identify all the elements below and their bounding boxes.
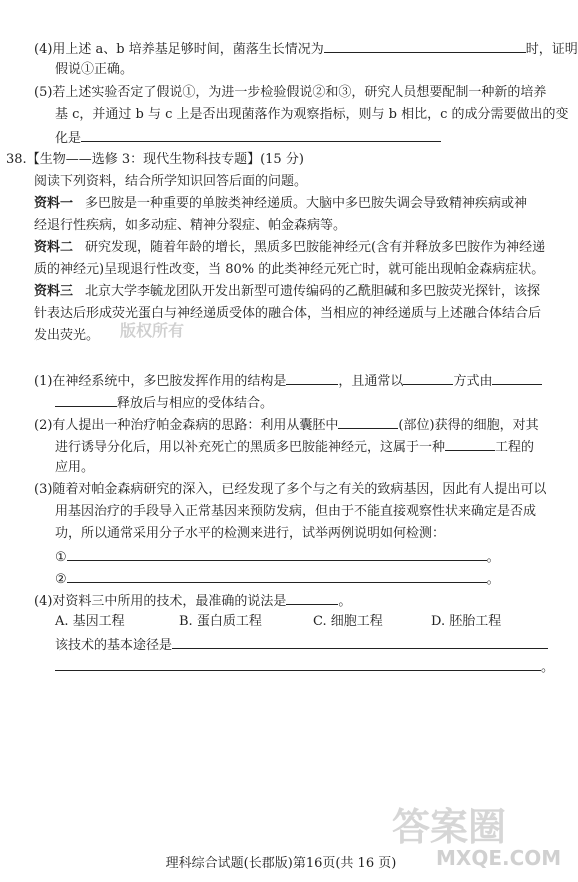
material1-line2: 经退行性疾病，如多动症、精神分裂症、帕金森病等。	[34, 218, 347, 233]
material2-line2: 质的神经元)呈现退行性改变，当 80% 的此类神经元死亡时，就可能出现帕金森病症状。	[34, 262, 545, 277]
material2-label: 资料二	[34, 240, 74, 255]
s2-text-d: 工程的	[495, 440, 535, 455]
s4-period-2: 。	[541, 660, 555, 675]
s1-blank-structure[interactable]	[286, 372, 338, 385]
s4-line3	[55, 636, 548, 654]
material3-label: 资料三	[34, 284, 74, 299]
material2-text: 研究发现，随着年龄的增长，黑质多巴胺能神经元(含有并释放多巴胺作为神经递	[85, 240, 546, 255]
page-footer: 理科综合试题(长郡版)第16页(共 16 页)	[165, 856, 397, 871]
s1-line1	[34, 372, 542, 390]
material1-label: 资料一	[34, 196, 74, 211]
s2-text-a: (2)有人提出一种治疗帕金森病的思路：利用从囊胚中	[34, 418, 339, 433]
q4-line1	[34, 40, 578, 58]
watermark-text: 版权所有	[120, 321, 185, 340]
option-a[interactable]: A. 基因工程	[55, 614, 125, 629]
material3-line2: 针表达后形成荧光蛋白与神经递质受体的融合体，当相应的神经递质与上述融合体结合后	[34, 306, 542, 321]
q5-label: 化是	[55, 131, 82, 146]
s1-blank-method[interactable]	[403, 372, 453, 385]
s2-blank-engineering[interactable]	[445, 438, 495, 451]
s1-text-a: (1)在神经系统中，多巴胺发挥作用的结构是	[34, 374, 287, 389]
s1-text-b: ，且通常以	[338, 374, 404, 389]
s4-line4	[55, 658, 554, 676]
s4-line1	[34, 592, 351, 610]
s2-text-c: 进行诱导分化后，用以补充死亡的黑质多巴胺能神经元，这属于一种	[55, 440, 446, 455]
s4-options	[55, 614, 501, 630]
q4-answer-blank[interactable]	[324, 40, 526, 53]
s2-line1	[34, 416, 539, 434]
q5-answer-blank[interactable]	[81, 129, 441, 142]
s3-period-2: 。	[486, 572, 500, 587]
s3-answer2	[55, 570, 500, 588]
s4-blank-choice[interactable]	[286, 592, 338, 605]
s2-line3: 应用。	[55, 460, 95, 475]
s3-answer1	[55, 548, 500, 566]
s2-blank-part[interactable]	[338, 416, 398, 429]
s3-answer1-blank[interactable]	[67, 548, 487, 561]
q5-line2: 基 c，并通过 b 与 c 上是否出现菌落作为观察指标，则与 b 相比，c 的成分需要做出的变	[55, 107, 569, 122]
watermark-url: MXQE.COM	[436, 846, 562, 870]
material3-line1	[34, 284, 540, 300]
material3-line3: 发出荧光。	[34, 328, 100, 343]
s4-answer-blank-2[interactable]	[55, 658, 541, 671]
q38-header	[6, 152, 304, 168]
s4-text-a: (4)对资料三中所用的技术，最准确的说法是	[34, 594, 287, 609]
option-d[interactable]: D. 胚胎工程	[431, 614, 502, 629]
material1-text: 多巴胺是一种重要的单胺类神经递质。大脑中多巴胺失调会导致精神疾病或神	[85, 196, 528, 211]
s4-text-b: 该技术的基本途径是	[55, 638, 173, 653]
s3-marker-1: ①	[55, 550, 67, 565]
s4-answer-blank-1[interactable]	[172, 636, 548, 649]
s4-period: 。	[338, 594, 352, 609]
s1-text-c: 方式由	[453, 374, 493, 389]
s2-line2	[55, 438, 534, 456]
s2-text-b: (部位)获得的细胞，对其	[398, 418, 539, 433]
material2-line1	[34, 240, 545, 256]
s3-line2: 用基因治疗的手段导入正常基因来预防发病，但由于不能直接观察性状来确定是否成	[55, 504, 537, 519]
s3-period-1: 。	[486, 550, 500, 565]
s1-blank-release[interactable]	[55, 394, 117, 407]
q4-line2: 假说①正确。	[55, 62, 134, 77]
q38-title: 【生物——选修 3：现代生物科技专题】(15 分)	[26, 152, 304, 167]
option-b[interactable]: B. 蛋白质工程	[179, 614, 262, 629]
material3-text: 北京大学李毓龙团队开发出新型可遗传编码的乙酰胆碱和多巴胺荧光探针，该探	[85, 284, 541, 299]
s1-text-d: 释放后与相应的受体结合。	[117, 396, 274, 411]
watermark-logo: 答案圈	[392, 804, 507, 849]
q4-prove: 时，证明	[525, 42, 578, 57]
s3-marker-2: ②	[55, 572, 67, 587]
q4-intro: (4)用上述 a、b 培养基足够时间，菌落生长情况为	[34, 42, 324, 57]
s3-answer2-blank[interactable]	[67, 570, 487, 583]
s3-line3: 功，所以通常采用分子水平的检测来进行，试举两例说明如何检测：	[55, 526, 446, 541]
q38-instruction: 阅读下列资料，结合所学知识回答后面的问题。	[34, 174, 308, 189]
q5-line3	[55, 129, 441, 147]
s3-line1: (3)随着对帕金森病研究的深入，已经发现了多个与之有关的致病基因，因此有人提出可以	[34, 482, 547, 497]
option-c[interactable]: C. 细胞工程	[313, 614, 383, 629]
material1-line1	[34, 196, 527, 212]
s1-line2	[55, 394, 273, 412]
q38-number: 38.	[6, 152, 27, 167]
q5-line1: (5)若上述实验否定了假说①，为进一步检验假说②和③，研究人员想要配制一种新的培养	[34, 85, 547, 100]
s1-blank-source[interactable]	[492, 372, 542, 385]
